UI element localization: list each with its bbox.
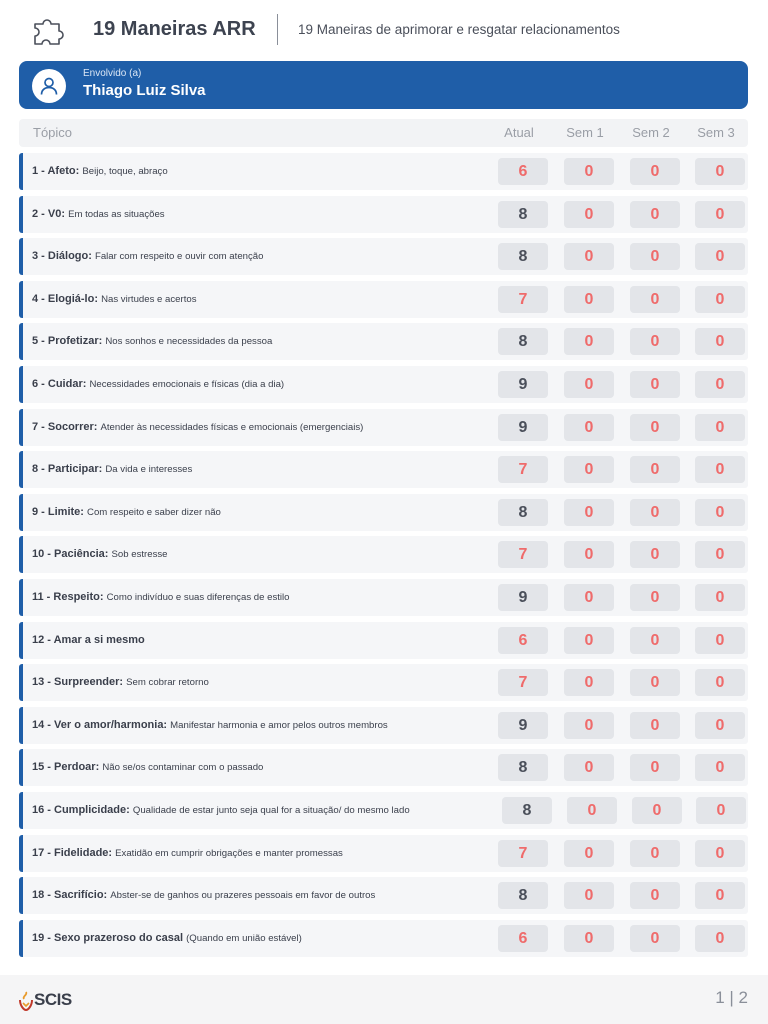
header-sem1: Sem 1	[566, 125, 604, 140]
topic-title: 14 - Ver o amor/harmonia:	[32, 718, 168, 731]
score-sem3: 0	[695, 669, 745, 696]
score-sem2: 0	[630, 627, 680, 654]
topic-description: Nas virtudes e acertos	[101, 293, 197, 305]
score-sem2: 0	[630, 456, 680, 483]
score-sem3: 0	[695, 371, 745, 398]
page-number: 1 | 2	[715, 988, 748, 1007]
topic-label	[32, 889, 375, 901]
topic-title: 11 - Respeito:	[32, 590, 104, 603]
score-sem1: 0	[564, 541, 614, 568]
score-sem2: 0	[630, 882, 680, 909]
score-atual: 9	[498, 371, 548, 398]
score-sem3: 0	[695, 754, 745, 781]
score-sem3: 0	[695, 201, 745, 228]
topic-description: Atender às necessidades físicas e emocionais (emergenciais)	[100, 421, 364, 433]
score-atual: 7	[498, 456, 548, 483]
score-atual: 7	[498, 541, 548, 568]
table-row	[19, 451, 748, 488]
score-atual: 9	[498, 712, 548, 739]
score-sem2: 0	[630, 499, 680, 526]
topic-title: 17 - Fidelidade:	[32, 846, 113, 859]
topic-description: (Quando em união estável)	[186, 932, 302, 944]
topic-title: 5 - Profetizar:	[32, 335, 103, 348]
score-sem2: 0	[630, 669, 680, 696]
person-label: Envolvido (a)	[83, 68, 142, 79]
table-row	[19, 323, 748, 360]
topic-title: 15 - Perdoar:	[32, 761, 100, 774]
score-atual: 8	[498, 328, 548, 355]
score-sem2: 0	[630, 201, 680, 228]
table-row	[19, 238, 748, 275]
topic-label	[32, 719, 388, 731]
score-sem2: 0	[630, 371, 680, 398]
topic-label	[32, 335, 272, 347]
topic-title: 8 - Participar:	[32, 463, 103, 476]
score-atual: 7	[498, 286, 548, 313]
score-sem3: 0	[695, 328, 745, 355]
score-sem2: 0	[630, 243, 680, 270]
score-atual: 8	[498, 499, 548, 526]
table-row	[19, 877, 748, 914]
topic-label	[32, 591, 290, 603]
score-sem1: 0	[564, 925, 614, 952]
topic-title: 6 - Cuidar:	[32, 377, 87, 390]
table-row	[19, 749, 748, 786]
table-row	[19, 366, 748, 403]
score-sem1: 0	[564, 243, 614, 270]
topic-title: 7 - Socorrer:	[32, 420, 98, 433]
table-row	[19, 409, 748, 446]
score-sem3: 0	[696, 797, 746, 824]
topic-label	[32, 250, 263, 262]
table-header	[19, 119, 748, 147]
topic-title: 16 - Cumplicidade:	[32, 803, 130, 816]
topic-label	[32, 847, 343, 859]
score-sem1: 0	[564, 456, 614, 483]
score-sem2: 0	[630, 541, 680, 568]
score-sem3: 0	[695, 158, 745, 185]
topic-description: Sob estresse	[111, 549, 168, 561]
score-sem1: 0	[564, 712, 614, 739]
topic-title: 10 - Paciência:	[32, 548, 109, 561]
scis-logo-icon	[18, 991, 34, 1011]
topic-description: Qualidade de estar junto seja qual for a situação/ do mesmo lado	[132, 804, 410, 816]
topic-description: Falar com respeito e ouvir com atenção	[94, 251, 264, 263]
score-sem1: 0	[564, 754, 614, 781]
score-sem3: 0	[695, 456, 745, 483]
topic-label	[32, 378, 284, 390]
score-sem3: 0	[695, 840, 745, 867]
user-icon	[39, 76, 59, 96]
score-sem1: 0	[564, 414, 614, 441]
header-divider	[277, 14, 278, 45]
score-sem2: 0	[630, 414, 680, 441]
score-sem1: 0	[564, 584, 614, 611]
score-sem3: 0	[695, 414, 745, 441]
header-sem2: Sem 2	[632, 125, 670, 140]
topic-title: 2 - V0:	[32, 207, 66, 220]
table-row	[19, 153, 748, 190]
topic-label	[32, 506, 221, 518]
score-sem3: 0	[695, 499, 745, 526]
table-row	[19, 707, 748, 744]
page-footer	[0, 975, 768, 1024]
avatar	[32, 69, 66, 103]
topic-label	[32, 634, 145, 646]
score-atual: 8	[498, 754, 548, 781]
topic-description: Sem cobrar retorno	[126, 677, 209, 689]
score-sem3: 0	[695, 541, 745, 568]
table-row	[19, 920, 748, 957]
score-sem3: 0	[695, 286, 745, 313]
topic-title: 13 - Surpreender:	[32, 676, 124, 689]
score-sem2: 0	[630, 584, 680, 611]
score-atual: 6	[498, 158, 548, 185]
score-atual: 8	[498, 201, 548, 228]
score-sem1: 0	[564, 201, 614, 228]
topic-label	[32, 421, 363, 433]
score-sem2: 0	[630, 840, 680, 867]
table-row	[19, 622, 748, 659]
score-sem3: 0	[695, 925, 745, 952]
score-sem1: 0	[564, 840, 614, 867]
topic-description: Como indivíduo e suas diferenças de estilo	[106, 591, 290, 603]
puzzle-icon	[32, 14, 66, 46]
topic-description: Em todas as situações	[68, 208, 165, 220]
score-sem3: 0	[695, 712, 745, 739]
score-sem1: 0	[564, 328, 614, 355]
logo-text: SCIS	[34, 990, 72, 1009]
topic-description: Abster-se de ganhos ou prazeres pessoais em favor de outros	[110, 890, 376, 902]
score-atual: 8	[502, 797, 552, 824]
score-sem1: 0	[564, 627, 614, 654]
table-row	[19, 536, 748, 573]
score-sem2: 0	[630, 925, 680, 952]
topic-description: Exatidão em cumprir obrigações e manter promessas	[115, 847, 343, 859]
topic-description: Beijo, toque, abraço	[82, 166, 168, 177]
score-sem1: 0	[564, 669, 614, 696]
topic-label	[32, 165, 168, 177]
score-atual: 6	[498, 627, 548, 654]
topic-title: 19 - Sexo prazeroso do casal	[32, 931, 184, 944]
score-sem1: 0	[564, 371, 614, 398]
score-atual: 8	[498, 882, 548, 909]
score-sem1: 0	[567, 797, 617, 824]
topics-table	[19, 153, 748, 962]
topic-label	[32, 548, 168, 560]
table-row	[19, 835, 748, 872]
topic-title: 18 - Sacrifício:	[32, 889, 108, 902]
topic-label	[32, 761, 263, 773]
score-atual: 7	[498, 840, 548, 867]
topic-description: Não se/os contaminar com o passado	[102, 762, 264, 774]
score-sem2: 0	[630, 712, 680, 739]
topic-description: Com respeito e saber dizer não	[87, 506, 221, 518]
score-atual: 7	[498, 669, 548, 696]
person-name: Thiago Luiz Silva	[83, 82, 206, 99]
person-card	[19, 61, 748, 109]
score-sem3: 0	[695, 627, 745, 654]
app-subtitle: 19 Maneiras de aprimorar e resgatar relacionamentos	[298, 22, 620, 37]
score-sem1: 0	[564, 158, 614, 185]
topic-label	[32, 463, 192, 475]
topic-description: Necessidades emocionais e físicas (dia a dia)	[89, 378, 285, 390]
table-row	[19, 664, 748, 701]
table-row	[19, 579, 748, 616]
table-row	[19, 792, 748, 829]
score-atual: 6	[498, 925, 548, 952]
topic-title: 1 - Afeto:	[32, 165, 80, 177]
header-sem3: Sem 3	[697, 125, 735, 140]
table-row	[19, 494, 748, 531]
topic-title: 4 - Elogiá-lo:	[32, 292, 98, 305]
score-sem2: 0	[630, 158, 680, 185]
topic-description: Da vida e interesses	[105, 464, 193, 476]
score-sem3: 0	[695, 882, 745, 909]
topic-description: Nos sonhos e necessidades da pessoa	[105, 336, 273, 348]
score-sem3: 0	[695, 584, 745, 611]
score-atual: 9	[498, 584, 548, 611]
score-atual: 8	[498, 243, 548, 270]
topic-label	[32, 208, 165, 220]
topic-label	[32, 293, 197, 305]
header-topic: Tópico	[33, 125, 73, 140]
topic-label	[32, 804, 410, 816]
header-atual: Atual	[504, 125, 534, 140]
page-header	[0, 0, 768, 60]
score-sem2: 0	[632, 797, 682, 824]
table-row	[19, 281, 748, 318]
score-sem2: 0	[630, 754, 680, 781]
score-sem2: 0	[630, 286, 680, 313]
topic-title: 12 - Amar a si mesmo	[32, 633, 145, 646]
score-sem1: 0	[564, 286, 614, 313]
topic-title: 3 - Diálogo:	[32, 250, 92, 263]
score-sem1: 0	[564, 499, 614, 526]
score-sem1: 0	[564, 882, 614, 909]
table-row	[19, 196, 748, 233]
score-sem2: 0	[630, 328, 680, 355]
score-atual: 9	[498, 414, 548, 441]
app-title: 19 Maneiras ARR	[93, 18, 256, 40]
topic-description: Manifestar harmonia e amor pelos outros membros	[170, 719, 388, 731]
topic-title: 9 - Limite:	[32, 505, 84, 518]
score-sem3: 0	[695, 243, 745, 270]
topic-label	[32, 932, 302, 944]
topic-label	[32, 676, 209, 688]
